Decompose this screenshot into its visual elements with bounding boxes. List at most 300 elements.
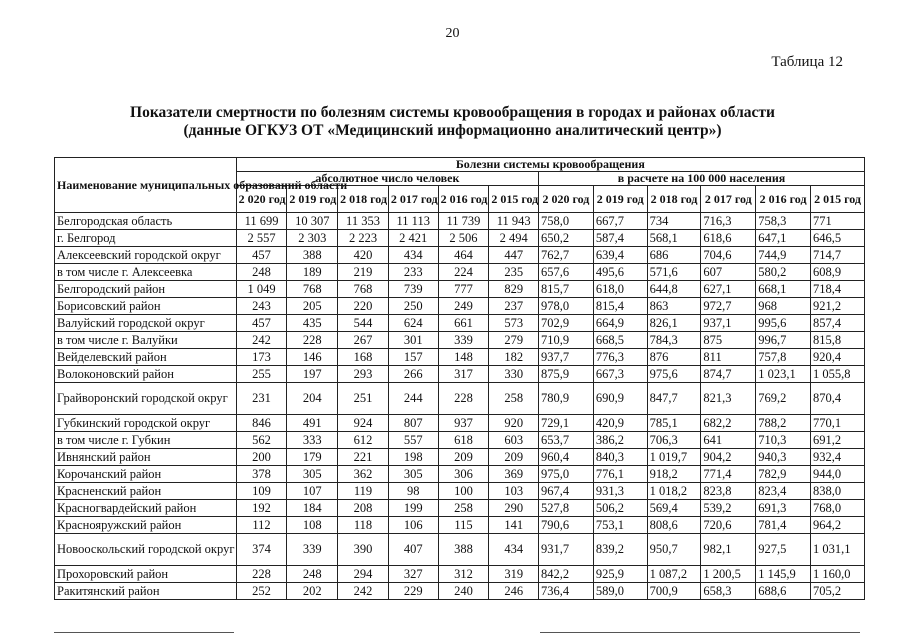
cell-rate: 686 — [647, 247, 701, 264]
row-name: Прохоровский район — [55, 566, 237, 583]
header-year: 2 017 год — [388, 186, 438, 213]
row-name: Вейделевский район — [55, 349, 237, 366]
cell-absolute: 251 — [338, 383, 389, 415]
cell-absolute: 148 — [438, 349, 489, 366]
cell-absolute: 244 — [388, 383, 438, 415]
cell-absolute: 618 — [438, 432, 489, 449]
cell-rate: 972,7 — [701, 298, 756, 315]
divider — [54, 632, 234, 633]
cell-rate: 667,3 — [593, 366, 647, 383]
cell-absolute: 168 — [338, 349, 389, 366]
cell-absolute: 228 — [236, 566, 287, 583]
cell-absolute: 1 049 — [236, 281, 287, 298]
cell-absolute: 293 — [338, 366, 389, 383]
cell-absolute: 182 — [489, 349, 539, 366]
cell-rate: 706,3 — [647, 432, 701, 449]
cell-absolute: 100 — [438, 483, 489, 500]
header-year: 2 020 год — [539, 186, 594, 213]
cell-absolute: 242 — [338, 583, 389, 600]
cell-rate: 650,2 — [539, 230, 594, 247]
cell-absolute: 108 — [287, 517, 338, 534]
header-year: 2 018 год — [647, 186, 701, 213]
cell-absolute: 339 — [438, 332, 489, 349]
cell-absolute: 777 — [438, 281, 489, 298]
header-year: 2 015 год — [811, 186, 865, 213]
cell-absolute: 768 — [338, 281, 389, 298]
header-group: Болезни системы кровообращения — [236, 158, 864, 172]
cell-absolute: 327 — [388, 566, 438, 583]
cell-absolute: 115 — [438, 517, 489, 534]
cell-absolute: 420 — [338, 247, 389, 264]
cell-absolute: 557 — [388, 432, 438, 449]
cell-rate: 874,7 — [701, 366, 756, 383]
mortality-table — [54, 157, 865, 600]
page-title — [40, 104, 865, 140]
cell-rate: 714,7 — [811, 247, 865, 264]
table-row — [55, 517, 865, 534]
cell-absolute: 457 — [236, 247, 287, 264]
cell-rate: 826,1 — [647, 315, 701, 332]
cell-absolute: 202 — [287, 583, 338, 600]
table-row — [55, 383, 865, 415]
cell-rate: 664,9 — [593, 315, 647, 332]
cell-rate: 937,1 — [701, 315, 756, 332]
cell-rate: 996,7 — [756, 332, 811, 349]
cell-rate: 982,1 — [701, 534, 756, 566]
cell-absolute: 294 — [338, 566, 389, 583]
cell-absolute: 2 303 — [287, 230, 338, 247]
header-year: 2 017 год — [701, 186, 756, 213]
cell-absolute: 573 — [489, 315, 539, 332]
table-row — [55, 449, 865, 466]
table-row — [55, 281, 865, 298]
cell-rate: 607 — [701, 264, 756, 281]
row-name: в том числе г. Губкин — [55, 432, 237, 449]
cell-absolute: 118 — [338, 517, 389, 534]
header-per-100k: в расчете на 100 000 населения — [539, 172, 865, 186]
cell-absolute: 317 — [438, 366, 489, 383]
cell-absolute: 255 — [236, 366, 287, 383]
cell-rate: 691,3 — [756, 500, 811, 517]
cell-rate: 776,3 — [593, 349, 647, 366]
cell-rate: 668,1 — [756, 281, 811, 298]
cell-rate: 967,4 — [539, 483, 594, 500]
cell-rate: 776,1 — [593, 466, 647, 483]
row-name: Красненский район — [55, 483, 237, 500]
cell-rate: 710,3 — [756, 432, 811, 449]
cell-rate: 784,3 — [647, 332, 701, 349]
divider — [540, 632, 860, 633]
cell-absolute: 937 — [438, 415, 489, 432]
cell-absolute: 306 — [438, 466, 489, 483]
cell-absolute: 231 — [236, 383, 287, 415]
table-row — [55, 315, 865, 332]
cell-absolute: 603 — [489, 432, 539, 449]
cell-absolute: 205 — [287, 298, 338, 315]
cell-absolute: 661 — [438, 315, 489, 332]
cell-absolute: 11 353 — [338, 213, 389, 230]
cell-rate: 771 — [811, 213, 865, 230]
cell-rate: 782,9 — [756, 466, 811, 483]
cell-absolute: 266 — [388, 366, 438, 383]
cell-rate: 1 018,2 — [647, 483, 701, 500]
cell-rate: 644,8 — [647, 281, 701, 298]
cell-rate: 691,2 — [811, 432, 865, 449]
cell-absolute: 103 — [489, 483, 539, 500]
cell-rate: 646,5 — [811, 230, 865, 247]
row-name: Борисовский район — [55, 298, 237, 315]
cell-rate: 734 — [647, 213, 701, 230]
cell-absolute: 267 — [338, 332, 389, 349]
cell-rate: 568,1 — [647, 230, 701, 247]
cell-absolute: 112 — [236, 517, 287, 534]
cell-rate: 1 087,2 — [647, 566, 701, 583]
cell-rate: 920,4 — [811, 349, 865, 366]
cell-absolute: 107 — [287, 483, 338, 500]
row-name: Валуйский городской округ — [55, 315, 237, 332]
cell-absolute: 157 — [388, 349, 438, 366]
cell-rate: 995,6 — [756, 315, 811, 332]
cell-absolute: 333 — [287, 432, 338, 449]
cell-rate: 716,3 — [701, 213, 756, 230]
cell-absolute: 290 — [489, 500, 539, 517]
cell-rate: 618,0 — [593, 281, 647, 298]
cell-rate: 618,6 — [701, 230, 756, 247]
cell-rate: 808,6 — [647, 517, 701, 534]
cell-absolute: 146 — [287, 349, 338, 366]
cell-absolute: 250 — [388, 298, 438, 315]
row-name: Краснояружский район — [55, 517, 237, 534]
row-name: Грайворонский городской округ — [55, 383, 237, 415]
cell-absolute: 237 — [489, 298, 539, 315]
cell-absolute: 258 — [438, 500, 489, 517]
cell-absolute: 319 — [489, 566, 539, 583]
table-row — [55, 415, 865, 432]
cell-absolute: 221 — [338, 449, 389, 466]
cell-absolute: 829 — [489, 281, 539, 298]
title-line-2: (данные ОГКУЗ ОТ «Медицинский информационно аналитический центр») — [183, 122, 722, 139]
row-name: Красногвардейский район — [55, 500, 237, 517]
header-name-column: Наименование муниципальных образований области — [55, 158, 237, 213]
cell-absolute: 240 — [438, 583, 489, 600]
cell-absolute: 228 — [438, 383, 489, 415]
cell-rate: 729,1 — [539, 415, 594, 432]
cell-rate: 927,5 — [756, 534, 811, 566]
cell-rate: 975,6 — [647, 366, 701, 383]
table-row — [55, 500, 865, 517]
cell-absolute: 390 — [338, 534, 389, 566]
cell-absolute: 312 — [438, 566, 489, 583]
row-name: Губкинский городской округ — [55, 415, 237, 432]
cell-rate: 758,3 — [756, 213, 811, 230]
cell-absolute: 192 — [236, 500, 287, 517]
cell-absolute: 11 739 — [438, 213, 489, 230]
header-year: 2 020 год — [236, 186, 287, 213]
cell-absolute: 2 223 — [338, 230, 389, 247]
cell-absolute: 388 — [438, 534, 489, 566]
cell-rate: 875 — [701, 332, 756, 349]
cell-absolute: 184 — [287, 500, 338, 517]
cell-absolute: 98 — [388, 483, 438, 500]
cell-rate: 641 — [701, 432, 756, 449]
cell-absolute: 119 — [338, 483, 389, 500]
cell-absolute: 562 — [236, 432, 287, 449]
cell-rate: 931,3 — [593, 483, 647, 500]
cell-rate: 668,5 — [593, 332, 647, 349]
page-number: 20 — [445, 26, 460, 41]
cell-rate: 757,8 — [756, 349, 811, 366]
cell-absolute: 362 — [338, 466, 389, 483]
cell-absolute: 435 — [287, 315, 338, 332]
cell-absolute: 233 — [388, 264, 438, 281]
cell-rate: 700,9 — [647, 583, 701, 600]
cell-rate: 647,1 — [756, 230, 811, 247]
row-name: Белгородский район — [55, 281, 237, 298]
cell-absolute: 624 — [388, 315, 438, 332]
cell-rate: 932,4 — [811, 449, 865, 466]
cell-rate: 386,2 — [593, 432, 647, 449]
cell-rate: 688,6 — [756, 583, 811, 600]
cell-absolute: 305 — [287, 466, 338, 483]
cell-absolute: 258 — [489, 383, 539, 415]
row-name: Белгородская область — [55, 213, 237, 230]
cell-rate: 587,4 — [593, 230, 647, 247]
cell-absolute: 199 — [388, 500, 438, 517]
cell-rate: 527,8 — [539, 500, 594, 517]
cell-rate: 653,7 — [539, 432, 594, 449]
cell-rate: 944,0 — [811, 466, 865, 483]
table-row — [55, 366, 865, 383]
cell-rate: 823,8 — [701, 483, 756, 500]
cell-absolute: 464 — [438, 247, 489, 264]
header-year: 2 019 год — [593, 186, 647, 213]
cell-rate: 589,0 — [593, 583, 647, 600]
cell-absolute: 374 — [236, 534, 287, 566]
cell-rate: 940,3 — [756, 449, 811, 466]
cell-rate: 821,3 — [701, 383, 756, 415]
cell-rate: 627,1 — [701, 281, 756, 298]
cell-rate: 1 023,1 — [756, 366, 811, 383]
cell-rate: 975,0 — [539, 466, 594, 483]
cell-rate: 847,7 — [647, 383, 701, 415]
cell-absolute: 768 — [287, 281, 338, 298]
row-name: Ракитянский район — [55, 583, 237, 600]
cell-rate: 1 055,8 — [811, 366, 865, 383]
cell-absolute: 10 307 — [287, 213, 338, 230]
row-name: Волоконовский район — [55, 366, 237, 383]
cell-absolute: 219 — [338, 264, 389, 281]
cell-rate: 762,7 — [539, 247, 594, 264]
cell-absolute: 339 — [287, 534, 338, 566]
table-row — [55, 298, 865, 315]
cell-rate: 815,8 — [811, 332, 865, 349]
cell-rate: 968 — [756, 298, 811, 315]
cell-rate: 960,4 — [539, 449, 594, 466]
table-row — [55, 566, 865, 583]
cell-rate: 815,4 — [593, 298, 647, 315]
cell-rate: 744,9 — [756, 247, 811, 264]
cell-rate: 950,7 — [647, 534, 701, 566]
cell-absolute: 2 557 — [236, 230, 287, 247]
table-row — [55, 583, 865, 600]
cell-rate: 875,9 — [539, 366, 594, 383]
cell-absolute: 198 — [388, 449, 438, 466]
table-row — [55, 483, 865, 500]
cell-rate: 702,9 — [539, 315, 594, 332]
cell-rate: 780,9 — [539, 383, 594, 415]
cell-rate: 839,2 — [593, 534, 647, 566]
cell-rate: 1 160,0 — [811, 566, 865, 583]
cell-absolute: 330 — [489, 366, 539, 383]
cell-absolute: 2 421 — [388, 230, 438, 247]
cell-absolute: 301 — [388, 332, 438, 349]
row-name: Новооскольский городской округ — [55, 534, 237, 566]
cell-rate: 705,2 — [811, 583, 865, 600]
cell-absolute: 141 — [489, 517, 539, 534]
table-body — [55, 213, 865, 600]
cell-absolute: 612 — [338, 432, 389, 449]
cell-absolute: 209 — [438, 449, 489, 466]
cell-rate: 753,1 — [593, 517, 647, 534]
cell-rate: 690,9 — [593, 383, 647, 415]
cell-absolute: 243 — [236, 298, 287, 315]
table-row — [55, 230, 865, 247]
cell-absolute: 388 — [287, 247, 338, 264]
cell-rate: 768,0 — [811, 500, 865, 517]
row-name: Ивнянский район — [55, 449, 237, 466]
cell-rate: 781,4 — [756, 517, 811, 534]
cell-absolute: 179 — [287, 449, 338, 466]
cell-absolute: 242 — [236, 332, 287, 349]
cell-rate: 863 — [647, 298, 701, 315]
cell-absolute: 846 — [236, 415, 287, 432]
cell-rate: 608,9 — [811, 264, 865, 281]
table-row — [55, 466, 865, 483]
cell-rate: 937,7 — [539, 349, 594, 366]
cell-absolute: 209 — [489, 449, 539, 466]
cell-absolute: 2 506 — [438, 230, 489, 247]
cell-rate: 857,4 — [811, 315, 865, 332]
cell-rate: 710,9 — [539, 332, 594, 349]
cell-rate: 978,0 — [539, 298, 594, 315]
title-line-1: Показатели смертности по болезням системы кровообращения в городах и районах области — [130, 104, 775, 121]
cell-absolute: 109 — [236, 483, 287, 500]
cell-absolute: 378 — [236, 466, 287, 483]
cell-absolute: 407 — [388, 534, 438, 566]
cell-absolute: 544 — [338, 315, 389, 332]
cell-rate: 876 — [647, 349, 701, 366]
cell-absolute: 229 — [388, 583, 438, 600]
cell-rate: 1 019,7 — [647, 449, 701, 466]
cell-rate: 769,2 — [756, 383, 811, 415]
cell-absolute: 920 — [489, 415, 539, 432]
cell-absolute: 924 — [338, 415, 389, 432]
cell-absolute: 173 — [236, 349, 287, 366]
row-name: Корочанский район — [55, 466, 237, 483]
cell-rate: 1 200,5 — [701, 566, 756, 583]
table-row — [55, 432, 865, 449]
cell-rate: 539,2 — [701, 500, 756, 517]
cell-absolute: 224 — [438, 264, 489, 281]
header-year: 2 016 год — [438, 186, 489, 213]
header-year: 2 019 год — [287, 186, 338, 213]
header-absolute: абсолютное число человек — [236, 172, 538, 186]
cell-rate: 842,2 — [539, 566, 594, 583]
cell-absolute: 235 — [489, 264, 539, 281]
cell-rate: 758,0 — [539, 213, 594, 230]
cell-absolute: 249 — [438, 298, 489, 315]
cell-absolute: 228 — [287, 332, 338, 349]
cell-absolute: 739 — [388, 281, 438, 298]
cell-rate: 918,2 — [647, 466, 701, 483]
cell-rate: 657,6 — [539, 264, 594, 281]
cell-rate: 506,2 — [593, 500, 647, 517]
cell-rate: 785,1 — [647, 415, 701, 432]
cell-rate: 420,9 — [593, 415, 647, 432]
cell-rate: 771,4 — [701, 466, 756, 483]
cell-rate: 823,4 — [756, 483, 811, 500]
cell-absolute: 11 699 — [236, 213, 287, 230]
cell-absolute: 189 — [287, 264, 338, 281]
table-label: Таблица 12 — [771, 54, 843, 70]
cell-rate: 1 031,1 — [811, 534, 865, 566]
cell-rate: 718,4 — [811, 281, 865, 298]
cell-absolute: 106 — [388, 517, 438, 534]
cell-rate: 815,7 — [539, 281, 594, 298]
cell-rate: 770,1 — [811, 415, 865, 432]
cell-rate: 931,7 — [539, 534, 594, 566]
cell-absolute: 491 — [287, 415, 338, 432]
header-year: 2 015 год — [489, 186, 539, 213]
cell-absolute: 447 — [489, 247, 539, 264]
cell-absolute: 11 113 — [388, 213, 438, 230]
row-name: Алексеевский городской округ — [55, 247, 237, 264]
cell-absolute: 369 — [489, 466, 539, 483]
cell-rate: 840,3 — [593, 449, 647, 466]
cell-absolute: 279 — [489, 332, 539, 349]
cell-absolute: 248 — [236, 264, 287, 281]
cell-rate: 569,4 — [647, 500, 701, 517]
cell-absolute: 2 494 — [489, 230, 539, 247]
table-row — [55, 247, 865, 264]
cell-rate: 925,9 — [593, 566, 647, 583]
cell-absolute: 197 — [287, 366, 338, 383]
cell-rate: 495,6 — [593, 264, 647, 281]
cell-rate: 870,4 — [811, 383, 865, 415]
cell-rate: 580,2 — [756, 264, 811, 281]
header-year: 2 018 год — [338, 186, 389, 213]
cell-absolute: 434 — [388, 247, 438, 264]
row-name: в том числе г. Алексеевка — [55, 264, 237, 281]
cell-absolute: 248 — [287, 566, 338, 583]
cell-rate: 571,6 — [647, 264, 701, 281]
cell-absolute: 220 — [338, 298, 389, 315]
cell-rate: 788,2 — [756, 415, 811, 432]
row-name: в том числе г. Валуйки — [55, 332, 237, 349]
cell-rate: 811 — [701, 349, 756, 366]
table-row — [55, 534, 865, 566]
cell-absolute: 208 — [338, 500, 389, 517]
cell-rate: 720,6 — [701, 517, 756, 534]
cell-rate: 964,2 — [811, 517, 865, 534]
table-row — [55, 213, 865, 230]
cell-absolute: 305 — [388, 466, 438, 483]
cell-rate: 736,4 — [539, 583, 594, 600]
cell-rate: 667,7 — [593, 213, 647, 230]
cell-absolute: 246 — [489, 583, 539, 600]
cell-absolute: 434 — [489, 534, 539, 566]
cell-rate: 658,3 — [701, 583, 756, 600]
